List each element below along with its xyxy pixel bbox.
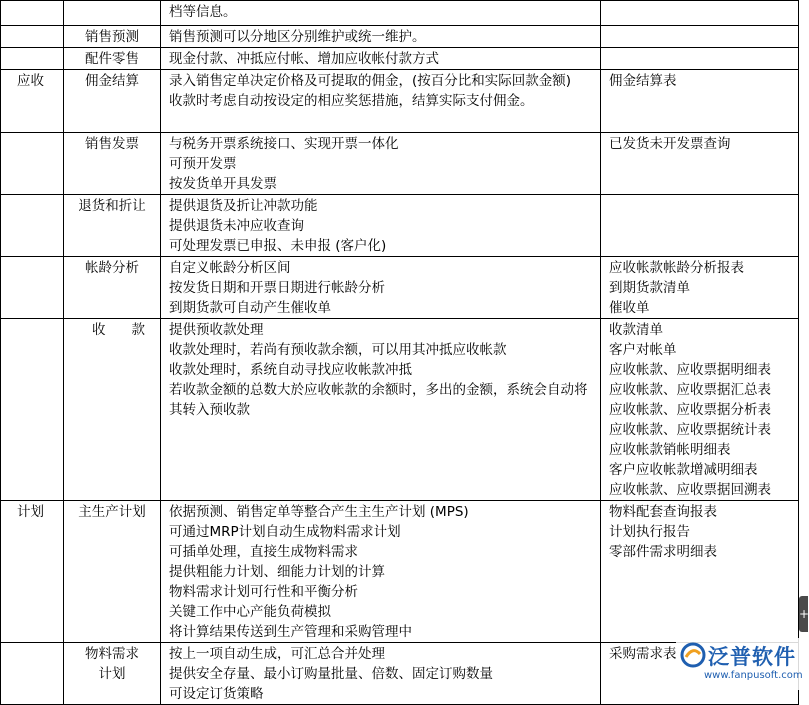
function-cell <box>64 501 161 643</box>
report-cell <box>601 195 799 257</box>
report-name: 催收单 <box>609 300 650 316</box>
description-line: 按发货日期和开票日期进行帐龄分析 <box>169 280 385 296</box>
function-cell <box>64 26 161 48</box>
function-name: 配件零售 <box>85 51 139 67</box>
function-name: 物料需求 <box>85 646 139 662</box>
description-line: 可预开发票 <box>169 156 237 172</box>
report-name: 零部件需求明细表 <box>609 544 717 560</box>
report-name: 到期货款清单 <box>609 280 690 296</box>
report-name: 客户对帐单 <box>609 342 677 358</box>
description-line: 档等信息。 <box>169 4 237 20</box>
table-row <box>1 70 799 133</box>
category-cell <box>1 257 64 319</box>
watermark-logo <box>676 638 808 690</box>
description-line: 可插单处理，直接生成物料需求 <box>169 544 358 560</box>
function-cell <box>64 195 161 257</box>
function-name: 计划 <box>98 666 126 682</box>
function-name: 销售预测 <box>85 29 139 45</box>
watermark-url: www.fanpusoft.com <box>704 670 803 681</box>
report-name: 物料配套查询报表 <box>609 504 717 520</box>
description-line: 收款处理时，系统自动寻找应收帐款冲抵 <box>169 362 412 378</box>
function-cell <box>64 319 171 501</box>
category-name: 计划 <box>17 504 44 520</box>
description-cell <box>161 133 601 195</box>
description-line: 可处理发票已申报、未申报 (客户化) <box>169 238 387 254</box>
report-name: 应收帐款、应收票据明细表 <box>609 362 771 378</box>
report-name: 客户应收帐款增减明细表 <box>609 462 758 478</box>
plus-icon: + <box>799 607 809 621</box>
table-row <box>1 319 799 501</box>
description-line: 按上一项自动生成，可汇总合并处理 <box>169 646 385 662</box>
report-name: 计划执行报告 <box>609 524 690 540</box>
description-line: 依据预测、销售定单等整合产生主生产计划 (MPS) <box>169 504 469 520</box>
description-line: 到期货款可自动产生催收单 <box>169 300 331 316</box>
description-line: 物料需求计划可行性和平衡分析 <box>169 584 358 600</box>
category-cell <box>1 70 64 133</box>
table-row <box>1 257 799 319</box>
category-cell <box>1 48 64 70</box>
table-row <box>1 48 799 70</box>
description-line: 提供预收款处理 <box>169 322 264 338</box>
table-row <box>1 501 799 643</box>
function-name: 销售发票 <box>85 136 139 152</box>
fanpu-logo-icon <box>680 642 706 668</box>
description-cell <box>161 48 601 70</box>
description-line: 提供安全存量、最小订购量批量、倍数、固定订购数量 <box>169 666 493 682</box>
description-cell <box>161 319 601 501</box>
function-name: 退货和折让 <box>78 198 146 214</box>
description-line: 将计算结果传送到生产管理和采购管理中 <box>169 624 412 640</box>
category-cell <box>1 26 64 48</box>
report-name: 已发货未开发票查询 <box>609 136 731 152</box>
report-cell <box>601 319 799 501</box>
report-cell <box>601 48 799 70</box>
function-cell <box>64 133 161 195</box>
description-line: 提供粗能力计划、细能力计划的计算 <box>169 564 385 580</box>
report-name: 应收帐款、应收票据统计表 <box>609 422 771 438</box>
description-cell <box>161 70 601 133</box>
table-row <box>1 195 799 257</box>
table-row <box>1 1 799 26</box>
report-name: 佣金结算表 <box>609 73 677 89</box>
report-cell <box>601 133 799 195</box>
description-cell <box>161 501 601 643</box>
function-cell <box>64 257 161 319</box>
function-cell <box>64 48 161 70</box>
category-name: 应收 <box>17 73 44 89</box>
description-line: 与税务开票系统接口、实现开票一体化 <box>169 136 399 152</box>
report-name: 应收帐款、应收票据分析表 <box>609 402 771 418</box>
description-line: 录入销售定单决定价格及可提取的佣金，(按百分比和实际回款金额) <box>169 73 572 89</box>
description-line: 按发货单开具发票 <box>169 176 277 192</box>
description-line: 自定义帐龄分析区间 <box>169 260 291 276</box>
category-cell <box>1 501 64 643</box>
description-line: 可设定订货策略 <box>169 686 264 702</box>
report-name: 应收帐款、应收票据汇总表 <box>609 382 771 398</box>
description-line: 收款处理时，若尚有预收款余额，可以用其冲抵应收帐款 <box>169 342 507 358</box>
report-cell <box>601 70 799 133</box>
report-name: 采购需求表 <box>609 646 677 662</box>
report-name: 应收帐款帐龄分析报表 <box>609 260 744 276</box>
report-cell <box>601 26 799 48</box>
description-cell <box>161 643 601 705</box>
function-name: 主生产计划 <box>78 504 146 520</box>
description-cell <box>161 1 601 26</box>
function-cell <box>64 1 161 26</box>
function-cell <box>64 70 161 133</box>
category-cell <box>1 133 64 195</box>
report-name: 应收帐款、应收票据回溯表 <box>609 482 771 498</box>
table-row <box>1 133 799 195</box>
function-name: 帐龄分析 <box>85 260 139 276</box>
report-cell <box>601 501 799 643</box>
function-name: 佣金结算 <box>85 73 139 89</box>
report-cell <box>601 1 799 26</box>
category-cell <box>1 1 64 26</box>
watermark-name: 泛普软件 <box>708 645 796 669</box>
category-cell <box>1 643 64 705</box>
description-cell <box>161 257 601 319</box>
description-line: 若收款金额的总数大於应收帐款的余额时，多出的金额，系统会自动将其转入预收款 <box>169 382 588 418</box>
report-cell <box>601 257 799 319</box>
description-cell <box>161 195 601 257</box>
report-name: 应收帐款销帐明细表 <box>609 442 731 458</box>
description-line: 关键工作中心产能负荷模拟 <box>169 604 331 620</box>
description-line: 收款时考虑自动按设定的相应奖惩措施，结算实际支付佣金。 <box>169 93 534 109</box>
category-cell <box>1 319 64 501</box>
description-cell <box>161 26 601 48</box>
description-line: 现金付款、冲抵应付帐、增加应收帐付款方式 <box>169 51 439 67</box>
table-row <box>1 26 799 48</box>
function-name: 收款 <box>92 322 171 338</box>
description-line: 可通过MRP计划自动生成物料需求计划 <box>169 524 401 540</box>
side-expand-tab[interactable] <box>799 596 808 632</box>
description-line: 提供退货未冲应收查询 <box>169 218 304 234</box>
description-line: 提供退货及折让冲款功能 <box>169 198 318 214</box>
report-name: 收款清单 <box>609 322 663 338</box>
function-cell <box>64 643 161 705</box>
description-line: 销售预测可以分地区分别维护或统一维护。 <box>169 29 426 45</box>
category-cell <box>1 195 64 257</box>
